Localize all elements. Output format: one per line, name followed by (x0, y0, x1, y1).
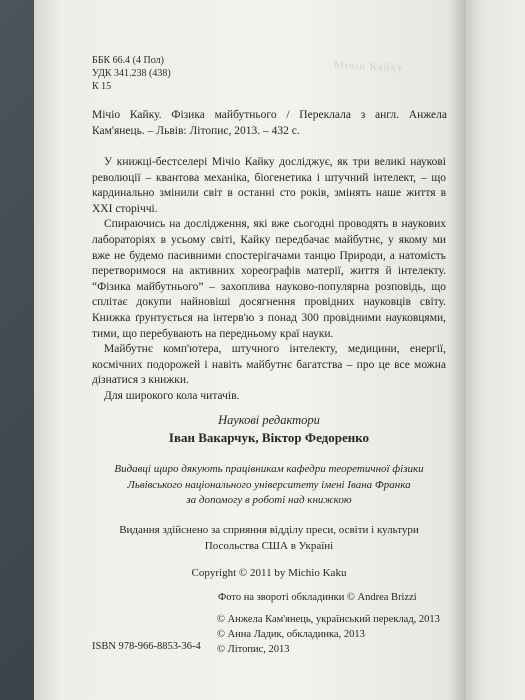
acknowledgement-line: Видавці щиро дякують працівникам кафедри теоретичної фізики (114, 463, 424, 475)
bibliographic-entry: Мічіо Кайку. Фізика майбутнього / Переклала з англ. Анжела Кам'янець. – Львів: Літопис, 2013. – 432 с. (92, 109, 447, 137)
annotation-paragraph: Майбутнє комп'ютера, штучного інтелекту, медицини, енергії, космічних подорожей і навіть майбутнє багатства – про це все можна дізнатися з книжки. (92, 343, 446, 387)
rights-line: © Літопис, 2013 (217, 644, 290, 655)
copyright-line: Copyright © 2011 by Michio Kaku (191, 567, 347, 579)
support-line: Посольства США в Україні (204, 539, 334, 552)
acknowledgement-line: Львівського національного університету імені Івана Франка (127, 478, 411, 491)
annotation (92, 155, 446, 405)
photo-credit: Фото на звороті обкладинки © Andrea Brizzi (218, 592, 417, 603)
scientific-editors (92, 412, 446, 447)
annotation-paragraph: У книжці-бестселері Мічіо Кайку досліджує, як три великі наукові революції – квантова механіка, біогенетика і штучний інтелект, – що кардинально змінили світ в останні сто років, змінять наше життя в XXI сторіччі. (92, 156, 446, 215)
author-mark: К 15 (92, 81, 112, 92)
udk-code: УДК 341.238 (438) (92, 68, 171, 79)
bbk-code: ББК 66.4 (4 Пол) (92, 55, 164, 66)
spine-shadow (448, 0, 466, 700)
classification-codes (92, 54, 171, 93)
copyright-page (34, 0, 466, 700)
editors-names: Іван Вакарчук, Віктор Федоренко (168, 430, 370, 445)
rights-line: © Анна Ладик, обкладинка, 2013 (217, 629, 365, 640)
bleed-through-text: Мічіо Кайку (333, 59, 404, 74)
isbn: ISBN 978-966-8853-36-4 (92, 641, 201, 652)
support-line: Видання здійснено за сприяння відділу преси, освіти і культури (119, 524, 419, 536)
support-note (92, 523, 446, 554)
annotation-paragraph: Спираючись на дослідження, які вже сьогодні проводять в наукових лабораторіях в усьому світі, Кайку передбачає майбутнє, у якому ми вже не будемо пасивними спостерігачами танцю Природи, а натомість перетворимося на активних хореографів матерії, життя й інтелекту. “Фізика майбутнього” – захоплива науково-популярна розповідь, що сплітає докупи найновіші досягнення провідних науковців світу. Книжка ґрунтується на інтерв'ю з понад 300 провідними науковцями, тими, що перебувають на передньому краї науки. (92, 218, 446, 340)
acknowledgement (92, 462, 446, 509)
rights-block (217, 612, 440, 657)
editors-label: Наукові редактори (218, 413, 320, 427)
acknowledgement-line: за допомогу в роботі над книжкою (186, 494, 352, 507)
rights-line: © Анжела Кам'янець, український переклад, 2013 (217, 614, 440, 625)
right-page (464, 0, 525, 700)
annotation-paragraph: Для широкого кола читачів. (104, 389, 240, 402)
